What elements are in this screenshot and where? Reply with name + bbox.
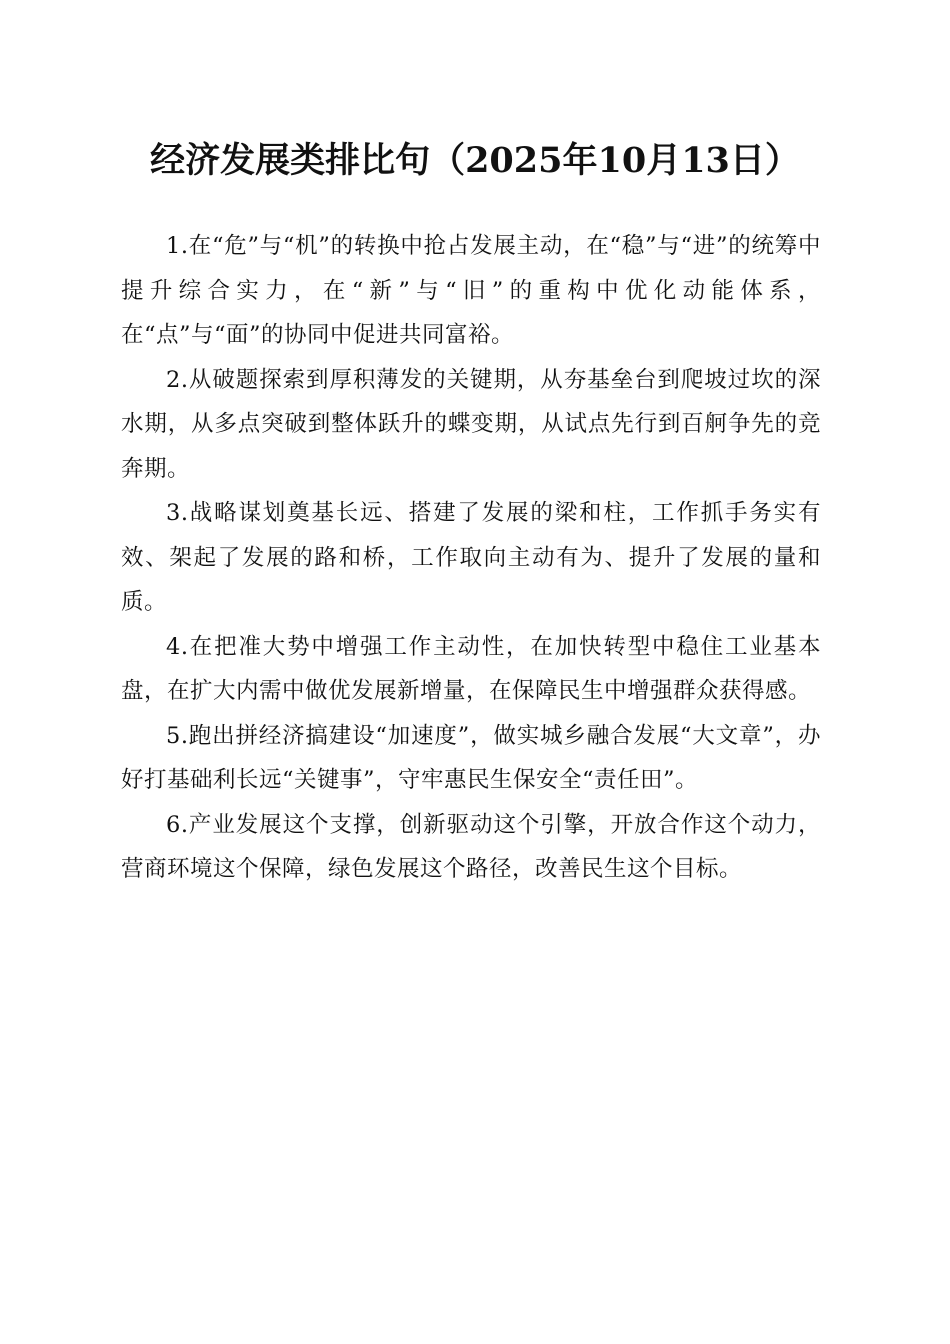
paragraph-1: 1.在“危”与“机”的转换中抢占发展主动，在“稳”与“进”的统筹中提升综合实力，在“新”与“旧”的重构中优化动能体系，在“点”与“面”的协同中促进共同富裕。 [121, 233, 821, 348]
paragraph-6: 6.产业发展这个支撑，创新驱动这个引擎，开放合作这个动力，营商环境这个保障，绿色发展这个路径，改善民生这个目标。 [121, 811, 821, 882]
paragraph-4: 4.在把准大势中增强工作主动性，在加快转型中稳住工业基本盘，在扩大内需中做优发展新增量，在保障民生中增强群众获得感。 [121, 633, 821, 704]
paragraph-2: 2.从破题探索到厚积薄发的关键期，从夯基垒台到爬坡过坎的深水期，从多点突破到整体跃升的蝶变期，从试点先行到百舸争先的竞奔期。 [121, 366, 821, 482]
document-title: 经济发展类排比句（2025年10月13日） [150, 140, 800, 181]
paragraph-5: 5.跑出拼经济搞建设“加速度”，做实城乡融合发展“大文章”，办好打基础利长远“关键事”，守牢惠民生保安全“责任田”。 [121, 722, 821, 793]
paragraph-3: 3.战略谋划奠基长远、搭建了发展的梁和柱，工作抓手务实有效、架起了发展的路和桥，工作取向主动有为、提升了发展的量和质。 [121, 500, 821, 615]
document-body [121, 224, 821, 892]
